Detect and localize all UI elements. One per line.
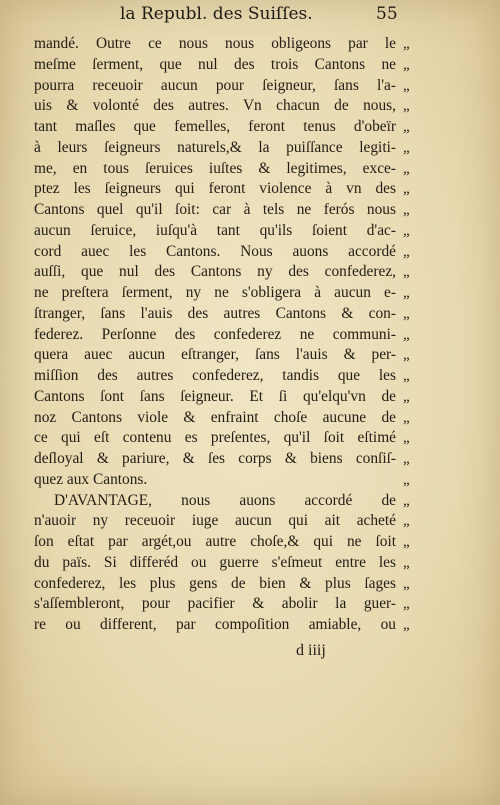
text-line: cord auec les Cantons. Nous auons accordé bbox=[34, 242, 396, 260]
text-line: federez. Perſonne des confederez ne communi- bbox=[34, 325, 396, 343]
text-line: tant maſles que femelles, feront tenus d'obeïr bbox=[34, 118, 396, 135]
text-line: noz Cantons viole & enfraint choſe aucune de bbox=[34, 408, 396, 426]
text-line: D'AVANTAGE, nous auons accordé de bbox=[54, 491, 396, 509]
quote-mark: „ bbox=[403, 596, 410, 613]
quote-mark: „ bbox=[403, 56, 410, 73]
text-line: aucun ſeruice, iuſqu'à tant qu'ils ſoient d'ac- bbox=[34, 221, 396, 239]
text-line: ſtranger, ſans l'auis des autres Cantons & con- bbox=[34, 304, 396, 322]
text-line: uis & volonté des autres. Vn chacun de nous, bbox=[34, 97, 396, 115]
quote-mark: „ bbox=[403, 285, 410, 301]
quote-mark: „ bbox=[403, 388, 410, 405]
text-line: re ou different, par compoſition amiable, ou bbox=[34, 616, 396, 633]
quote-mark: „ bbox=[403, 513, 410, 530]
text-line: n'auoir ny receuoir iuge aucun qui ait acheté bbox=[34, 512, 396, 530]
quote-mark: „ bbox=[403, 119, 410, 135]
text-line: à leurs ſeigneurs naturels,& la puiſſance legiti- bbox=[34, 138, 396, 156]
text-line: mandé. Outre ce nous nous obligeons par le bbox=[34, 35, 396, 52]
text-line: quez aux Cantons. bbox=[34, 470, 148, 488]
quote-mark: „ bbox=[403, 347, 410, 364]
quote-mark: „ bbox=[403, 139, 410, 156]
text-line: du païs. Si differéd ou guerre s'eſmeut entre les bbox=[34, 553, 396, 571]
quote-mark: „ bbox=[403, 534, 410, 550]
text-line: miſſion des autres confederez, tandis que les bbox=[34, 367, 396, 384]
text-line: ptez les ſeigneurs qui feront violence à vn des bbox=[34, 180, 396, 198]
text-line: confederez, les plus gens de bien & plus ſages bbox=[34, 574, 396, 592]
quote-mark: „ bbox=[403, 575, 410, 592]
text-line: pourra receuoir aucun pour ſeigneur, ſans l'a- bbox=[34, 76, 396, 94]
quote-mark: „ bbox=[403, 160, 410, 177]
text-line: quera auec aucun eſtranger, ſans l'auis & per- bbox=[34, 346, 396, 364]
quote-mark: „ bbox=[403, 202, 410, 218]
quote-mark: „ bbox=[403, 492, 410, 509]
quote-mark: „ bbox=[403, 36, 410, 52]
page-number: 55 bbox=[376, 4, 398, 24]
quote-mark: „ bbox=[403, 98, 410, 115]
quote-mark: „ bbox=[403, 451, 410, 467]
quote-mark: „ bbox=[403, 77, 410, 94]
quote-mark: „ bbox=[403, 471, 410, 488]
quote-mark: „ bbox=[403, 430, 410, 447]
text-line: s'aſſembleront, pour pacifier & abolir la guer- bbox=[34, 595, 396, 613]
text-line: auſſi, que nul des Cantons ny des confederez, bbox=[34, 263, 396, 281]
text-line: meſme ſerment, que nul des trois Cantons ne bbox=[34, 55, 396, 73]
signature-mark: d iiij bbox=[296, 642, 326, 659]
text-line: deſloyal & pariure, & ſes corps & biens conſiſ- bbox=[34, 450, 396, 467]
quote-mark: „ bbox=[403, 368, 410, 384]
running-title: la Republ. des Suiſſes. bbox=[120, 4, 313, 24]
quote-mark: „ bbox=[403, 264, 410, 281]
marginal-quote-column bbox=[403, 34, 433, 636]
quote-mark: „ bbox=[403, 222, 410, 239]
quote-mark: „ bbox=[403, 409, 410, 426]
text-line: Cantons quel qu'il ſoit: car à tels ne ferós nous bbox=[34, 201, 396, 218]
text-line: me, en tous ſeruices iuſtes & legitimes, exce- bbox=[34, 159, 396, 177]
text-line: ce qui eſt contenu es preſentes, qu'il ſoit eſtimé bbox=[34, 429, 396, 447]
quote-mark: „ bbox=[403, 243, 410, 260]
quote-mark: „ bbox=[403, 554, 410, 571]
text-line: Cantons ſont ſans ſeigneur. Et ſi qu'elqu'vn de bbox=[34, 387, 396, 405]
quote-mark: „ bbox=[403, 326, 410, 343]
quote-mark: „ bbox=[403, 617, 410, 633]
text-line: ne preſtera ſerment, ny ne s'obligera à aucun e- bbox=[34, 284, 396, 301]
quote-mark: „ bbox=[403, 181, 410, 198]
text-line: ſon eſtat par argét,ou autre choſe,& qui ne ſoit bbox=[34, 533, 396, 550]
quote-mark: „ bbox=[403, 305, 410, 322]
body-text bbox=[34, 34, 396, 636]
